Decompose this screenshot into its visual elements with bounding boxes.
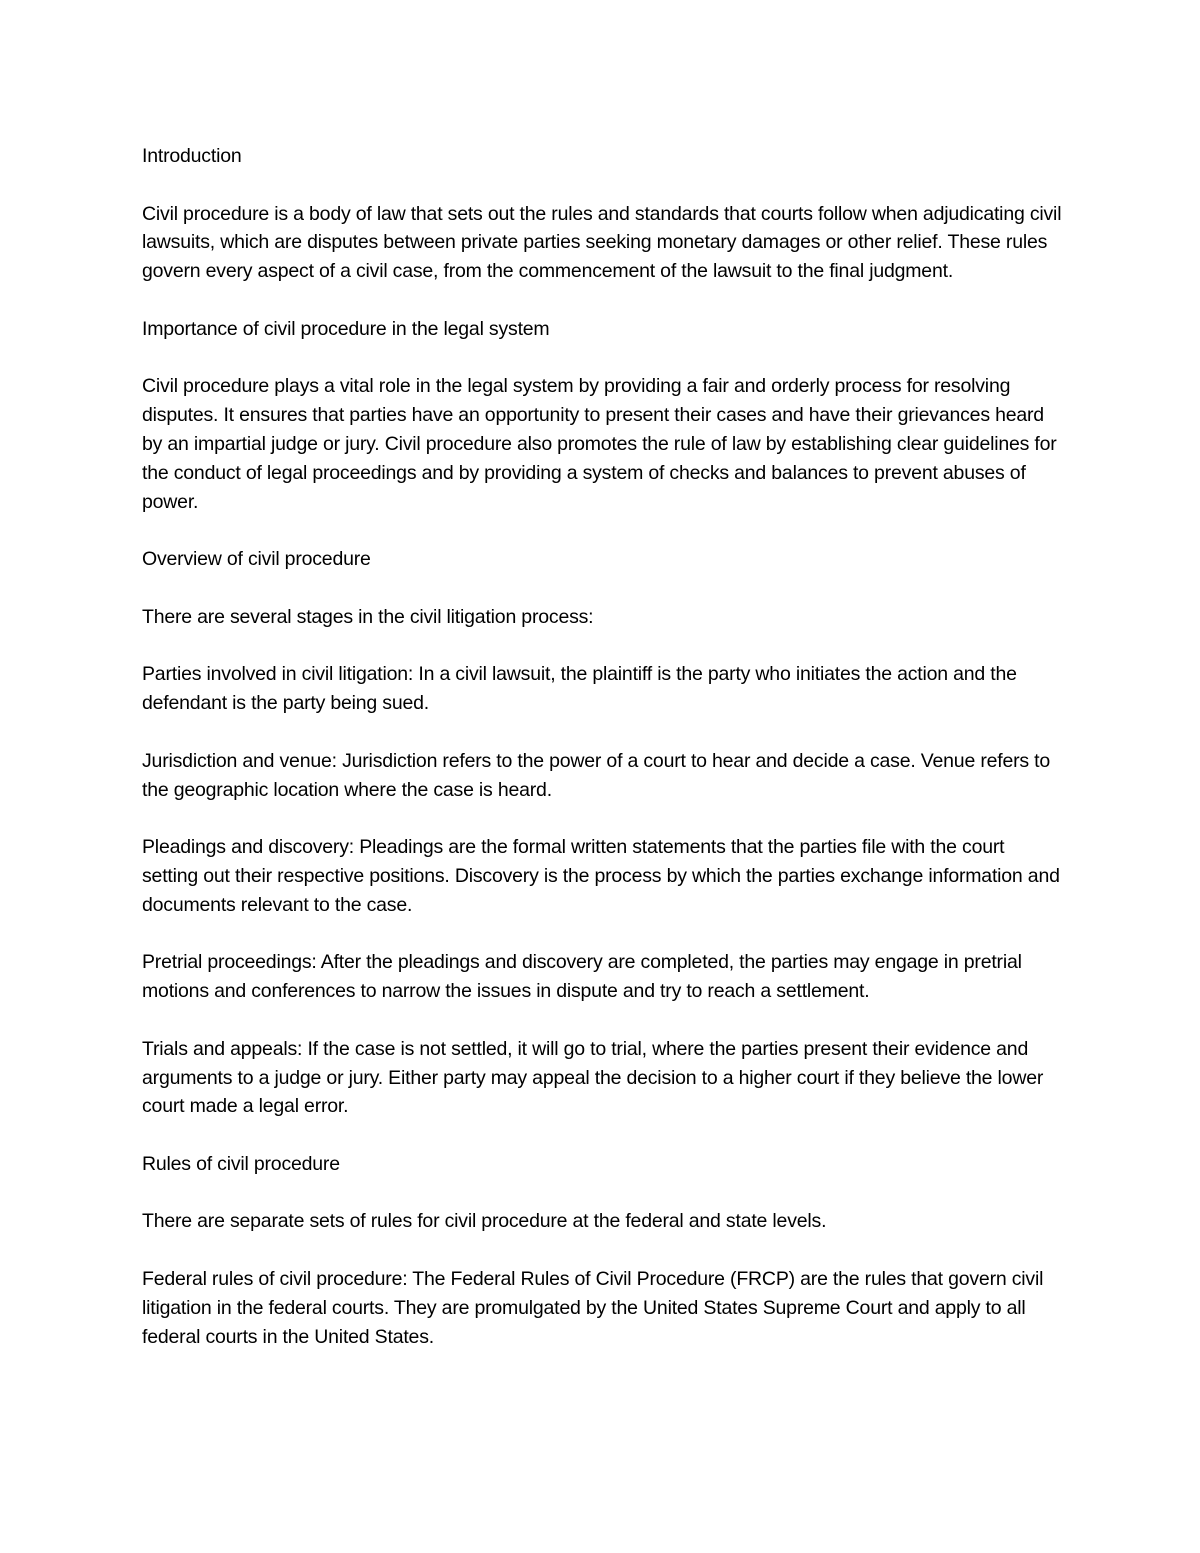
heading-overview: Overview of civil procedure bbox=[142, 548, 371, 571]
paragraph-importance: Civil procedure plays a vital role in the legal system by providing a fair and orderly process for resolving disputes. It ensures that parties have an opportunity to present their cases and have their grievances heard by an impartial judge or jury. Civil procedure also promotes the rule of law by establishing clear guidelines for the conduct of legal proceedings and by providing a system of checks and balances to prevent abuses of power. bbox=[142, 375, 1057, 513]
paragraph-pleadings: Pleadings and discovery: Pleadings are the formal written statements that the parties file with the court setting out their respective positions. Discovery is the process by which the parties exchange information and documents relevant to the case. bbox=[142, 836, 1060, 916]
heading-introduction: Introduction bbox=[142, 145, 242, 167]
heading-importance: Importance of civil procedure in the legal system bbox=[142, 317, 550, 340]
paragraph-introduction: Civil procedure is a body of law that sets out the rules and standards that courts follow when adjudicating civil lawsuits, which are disputes between private parties seeking monetary damages or other relief. These rules govern every aspect of a civil case, from the commencement of the lawsuit to the final judgment. bbox=[142, 202, 1062, 283]
paragraph-rules-levels: There are separate sets of rules for civil procedure at the federal and state levels. bbox=[142, 1210, 827, 1233]
paragraph-parties: Parties involved in civil litigation: In a civil lawsuit, the plaintiff is the party who initiates the action and the defendant is the party being sued. bbox=[142, 663, 1017, 715]
paragraph-stages-intro: There are several stages in the civil litigation process: bbox=[142, 605, 594, 628]
document-body bbox=[142, 142, 1062, 1380]
paragraph-jurisdiction: Jurisdiction and venue: Jurisdiction refers to the power of a court to hear and decide a case. Venue refers to the geographic location where the case is heard. bbox=[142, 749, 1051, 801]
heading-rules: Rules of civil procedure bbox=[142, 1152, 340, 1175]
paragraph-pretrial: Pretrial proceedings: After the pleadings and discovery are completed, the parties may engage in pretrial motions and conferences to narrow the issues in dispute and try to reach a settlement. bbox=[142, 951, 1022, 1003]
paragraph-trials: Trials and appeals: If the case is not settled, it will go to trial, where the parties present their evidence and arguments to a judge or jury. Either party may appeal the decision to a higher court if they believe the lower court made a legal error. bbox=[142, 1037, 1044, 1118]
paragraph-federal-rules: Federal rules of civil procedure: The Federal Rules of Civil Procedure (FRCP) are the rules that govern civil litigation in the federal courts. They are promulgated by the United States Supreme Court and apply to all federal courts in the United States. bbox=[142, 1268, 1044, 1348]
